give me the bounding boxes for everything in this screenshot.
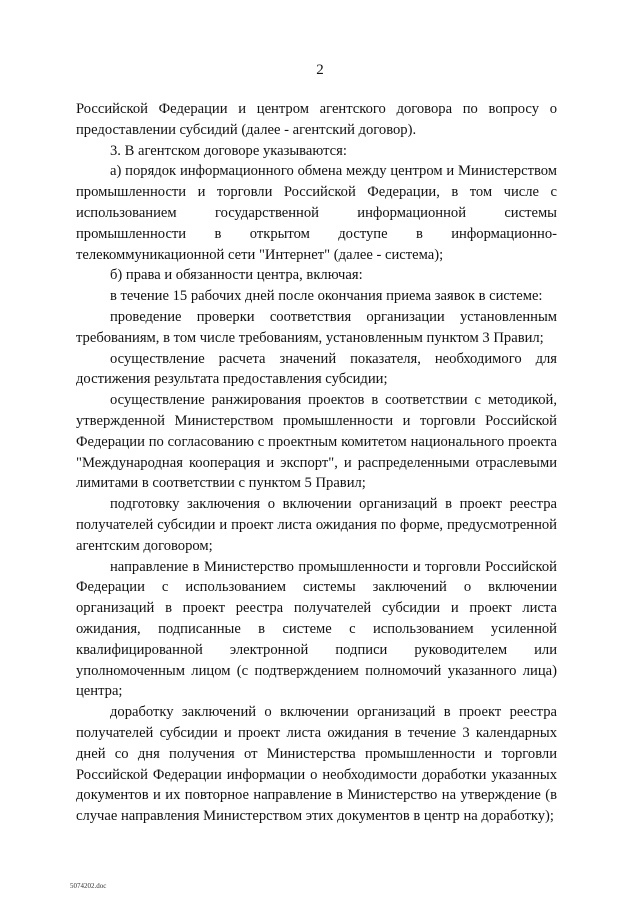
paragraph-deadline: в течение 15 рабочих дней после окончания приема заявок в системе: [110, 288, 543, 305]
paragraph-revision: доработку заключений о включении организаций в проект реестра получателей субсидии и проект листа ожидания в течение 3 календарных дней со дня получения от Министерства промышленности и торговли Российской Федерации информации о необходимости доработки указанных документов и их повторное направление в Министерство на утверждение (в случае направления Министерством этих документов в центр на доработку); [76, 704, 557, 825]
paragraph-check: проведение проверки соответствия организации установленным требованиям, в том числе требованиям, установленным пунктом 3 Правил; [76, 308, 557, 346]
page-number: 2 [316, 62, 324, 78]
document-body [76, 99, 557, 827]
paragraph-item-3: 3. В агентском договоре указываются: [110, 142, 347, 159]
paragraph-ranking: осуществление ранжирования проектов в соответствии с методикой, утвержденной Министерством промышленности и торговли Российской Федерации по согласованию с проектным комитетом национального проекта "Международная кооперация и экспорт", и распределенными отраслевыми лимитами в соответствии с пунктом 5 Правил; [76, 392, 557, 492]
paragraph-item-a: а) порядок информационного обмена между центром и Министерством промышленности и торговли Российской Федерации, в том числе с использованием государственной информационной системы промышленности в открытом доступе в информационно-телекоммуникационной сети "Интернет" (далее - система); [76, 163, 557, 263]
paragraph-continuation: Российской Федерации и центром агентского договора по вопросу о предоставлении субсидий (далее - агентский договор). [76, 101, 557, 138]
paragraph-conclusion: подготовку заключения о включении организаций в проект реестра получателей субсидии и проект листа ожидания по форме, предусмотренной агентским договором; [76, 496, 557, 554]
paragraph-calculation: осуществление расчета значений показателя, необходимого для достижения результата предоставления субсидии; [76, 350, 557, 388]
footer-filename: 5074202.doc [70, 882, 107, 890]
paragraph-submission: направление в Министерство промышленности и торговли Российской Федерации с использованием системы заключений о включении организаций в проект реестра получателей субсидии и проект листа ожидания, подписанные в системе с использованием усиленной квалифицированной электронной подписи руководителем или уполномоченным лицом (с подтверждением полномочий указанного лица) центра; [76, 558, 557, 700]
paragraph-item-b: б) права и обязанности центра, включая: [110, 267, 363, 284]
